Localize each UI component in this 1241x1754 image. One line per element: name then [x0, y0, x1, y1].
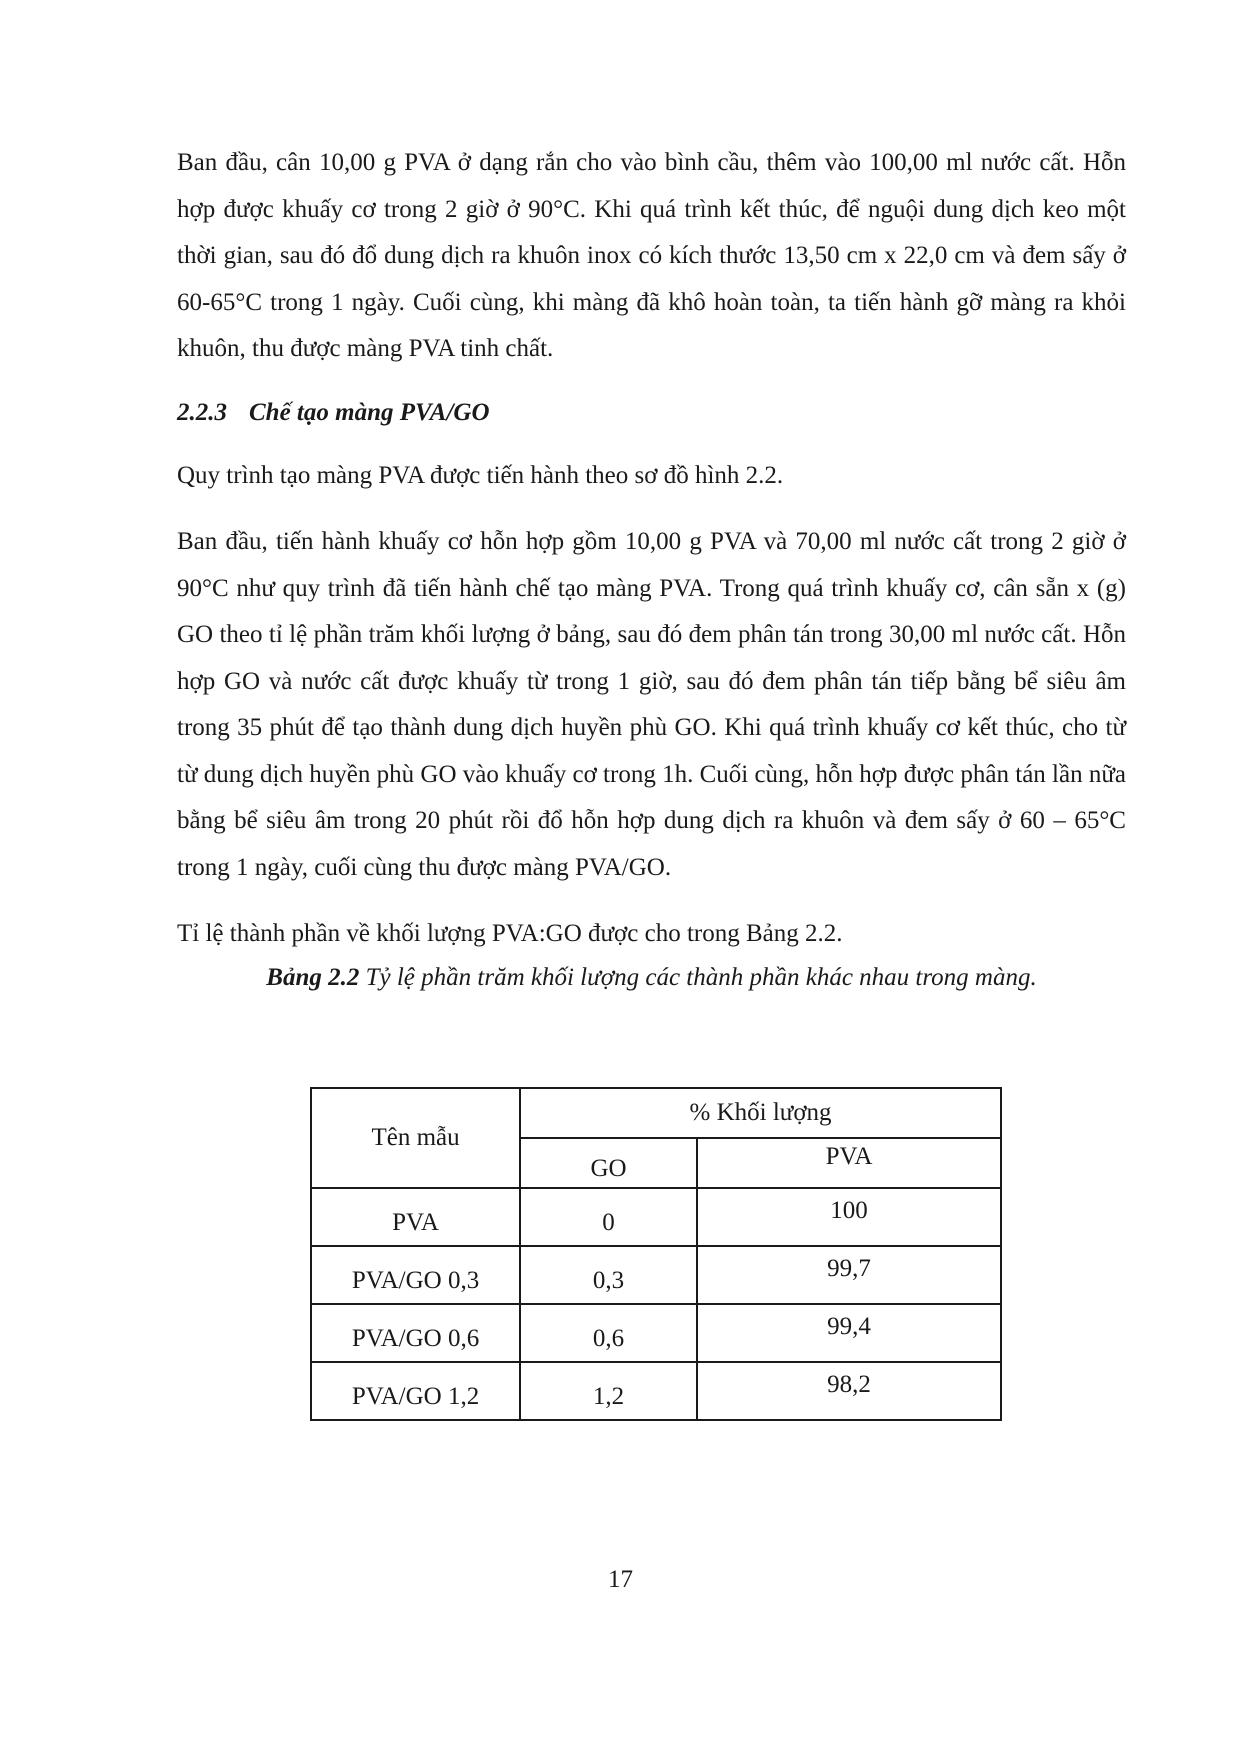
cell-pva: 98,2 [697, 1362, 1001, 1420]
paragraph-pva-go-preparation: Ban đầu, tiến hành khuấy cơ hỗn hợp gồm 10,00 g PVA và 70,00 ml nước cất trong 2 giờ ở 90°C như quy trình đã tiến hành chế tạo màng PVA. Trong quá trình khuấy cơ, cân sẵn x (g) GO theo tỉ lệ phần trăm khối lượng ở bảng, sau đó đem phân tán trong 30,00 ml nước cất. Hỗn hợp GO và nước cất được khuấy từ trong 1 giờ, sau đó đem phân tán tiếp bằng bể siêu âm trong 35 phút để tạo thành dung dịch huyền phù GO. Khi quá trình khuấy cơ kết thúc, cho từ từ dung dịch huyền phù GO vào khuấy cơ trong 1h. Cuối cùng, hỗn hợp được phân tán lần nữa bằng bể siêu âm trong 20 phút rồi đổ hỗn hợp dung dịch ra khuôn và đem sấy ở 60 – 65°C trong 1 ngày, cuối cùng thu được màng PVA/GO. [177, 528, 1126, 881]
section-heading [177, 390, 1126, 436]
paragraph-process-reference: Quy trình tạo màng PVA được tiến hành theo sơ đồ hình 2.2. [177, 461, 784, 489]
cell-go: 1,2 [520, 1362, 697, 1420]
cell-sample-name: PVA [311, 1188, 520, 1246]
paragraph-table-reference: Tỉ lệ thành phần về khối lượng PVA:GO được cho trong Bảng 2.2. [177, 920, 843, 947]
section-title: Chế tạo màng PVA/GO [249, 398, 490, 426]
table-caption-label: Bảng 2.2 [266, 963, 360, 991]
page-number: 17 [608, 1566, 633, 1593]
cell-go: 0,6 [520, 1304, 697, 1362]
cell-pva: 100 [697, 1188, 1001, 1246]
table-row [311, 1246, 1001, 1304]
table-row [311, 1362, 1001, 1420]
composition-table [310, 1087, 1002, 1421]
paragraph-pva-preparation: Ban đầu, cân 10,00 g PVA ở dạng rắn cho vào bình cầu, thêm vào 100,00 ml nước cất. Hỗn hợp được khuấy cơ trong 2 giờ ở 90°C. Khi quá trình kết thúc, để nguội dung dịch keo một thời gian, sau đó đổ dung dịch ra khuôn inox có kích thước 13,50 cm x 22,0 cm và đem sấy ở 60-65°C trong 1 ngày. Cuối cùng, khi màng đã khô hoàn toàn, ta tiến hành gỡ màng ra khỏi khuôn, thu được màng PVA tinh chất. [177, 149, 1126, 362]
header-mass-percent: % Khối lượng [520, 1088, 1001, 1138]
cell-go: 0 [520, 1188, 697, 1246]
table-caption [177, 958, 1126, 998]
header-pva: PVA [697, 1138, 1001, 1188]
header-sample-name: Tên mẫu [311, 1088, 520, 1188]
cell-sample-name: PVA/GO 0,6 [311, 1304, 520, 1362]
cell-go: 0,3 [520, 1246, 697, 1304]
page-content [177, 140, 1126, 998]
cell-sample-name: PVA/GO 0,3 [311, 1246, 520, 1304]
table-header-row [311, 1088, 1001, 1138]
cell-pva: 99,4 [697, 1304, 1001, 1362]
table-row [311, 1304, 1001, 1362]
header-go: GO [520, 1138, 697, 1188]
cell-pva: 99,7 [697, 1246, 1001, 1304]
section-number: 2.2.3 [177, 398, 227, 426]
table-row [311, 1188, 1001, 1246]
cell-sample-name: PVA/GO 1,2 [311, 1362, 520, 1420]
table-caption-text: Tỷ lệ phần trăm khối lượng các thành phần khác nhau trong màng. [365, 963, 1037, 991]
